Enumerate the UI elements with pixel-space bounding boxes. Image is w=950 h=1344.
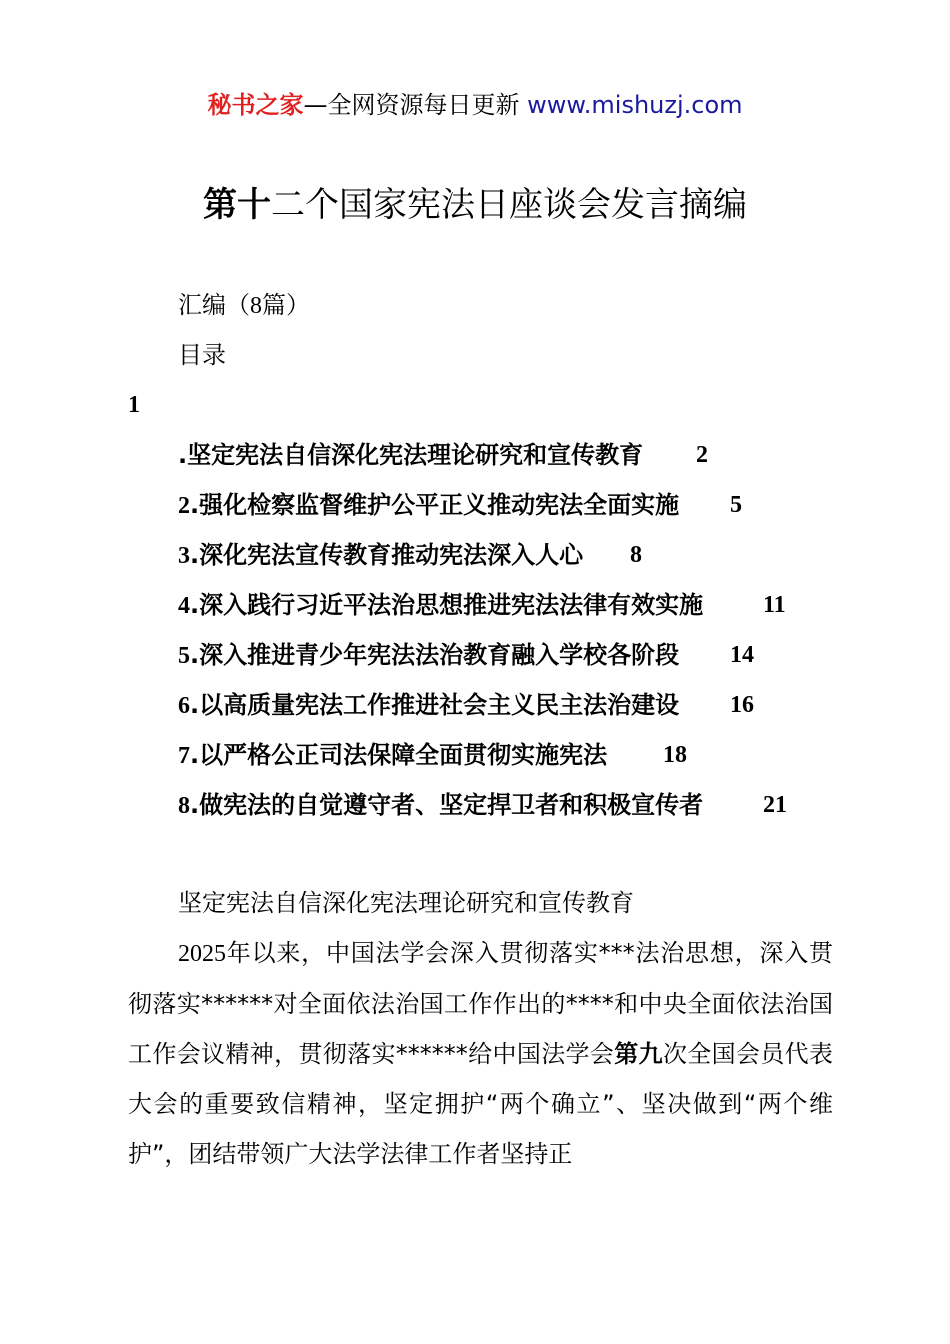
toc-item-label: .强化检察监督维护公平正义推动宪法全面实施 bbox=[190, 491, 680, 519]
toc-item-label: .坚定宪法自信深化宪法理论研究和宣传教育 bbox=[178, 441, 644, 469]
toc-item-label: .做宪法的自觉遵守者、坚定捍卫者和积极宣传者 bbox=[190, 791, 704, 819]
toc-item-label: .以高质量宪法工作推进社会主义民主法治建设 bbox=[190, 691, 680, 719]
toc-item-label: .以严格公正司法保障全面贯彻实施宪法 bbox=[190, 741, 608, 769]
toc-item-page: 5 bbox=[730, 492, 742, 518]
section-body bbox=[128, 928, 833, 1179]
toc-item[interactable]: 3.深化宪法宣传教育推动宪法深入人心 8 bbox=[178, 538, 583, 573]
emphasis-text: 第九 bbox=[614, 1040, 663, 1068]
body-paragraph: 2025年以来，中国法学会深入贯彻落实***法治思想，深入贯彻落实******对全面依法治国工作作出的****和中央全面依法治国工作会议精神，贯彻落实******给中国法学会第九次全国会员代表大会的重要致信精神，坚定拥护“两个确立”、坚决做到“两个维护”，团结带领广大法学法律工作者坚持正 bbox=[128, 939, 834, 1168]
toc-item-label: .深化宪法宣传教育推动宪法深入人心 bbox=[190, 541, 584, 569]
toc-item[interactable]: 2.强化检察监督维护公平正义推动宪法全面实施 5 bbox=[178, 488, 679, 523]
toc-item[interactable]: 5.深入推进青少年宪法法治教育融入学校各阶段 14 bbox=[178, 638, 679, 673]
title-bold-part: 第十 bbox=[203, 185, 271, 225]
article-count: 8 bbox=[250, 293, 262, 319]
toc-item-label: .深入推进青少年宪法法治教育融入学校各阶段 bbox=[190, 641, 680, 669]
toc-item-page: 14 bbox=[730, 642, 754, 668]
toc-item-label: .深入践行习近平法治思想推进宪法法律有效实施 bbox=[190, 591, 704, 619]
toc-heading: 目录 bbox=[178, 341, 226, 369]
section-heading: 坚定宪法自信深化宪法理论研究和宣传教育 bbox=[178, 889, 634, 917]
toc-item[interactable]: 6.以高质量宪法工作推进社会主义民主法治建设 16 bbox=[178, 688, 679, 723]
toc-item[interactable]: 4.深入践行习近平法治思想推进宪法法律有效实施 11 bbox=[178, 588, 703, 623]
toc-item[interactable]: 7.以严格公正司法保障全面贯彻实施宪法 18 bbox=[178, 738, 607, 773]
toc-item-page: 21 bbox=[763, 792, 787, 818]
toc-item-page: 16 bbox=[730, 692, 754, 718]
toc-first-number: 1 bbox=[128, 392, 140, 418]
toc-item-page: 2 bbox=[696, 442, 708, 468]
site-slogan: —全网资源每日更新 bbox=[303, 91, 520, 119]
year-number: 2025 bbox=[178, 941, 226, 967]
title-normal-part: 二个国家宪法日座谈会发言摘编 bbox=[271, 185, 747, 225]
document-title bbox=[0, 182, 950, 228]
toc-item-page: 18 bbox=[663, 742, 687, 768]
site-header bbox=[0, 88, 950, 122]
toc-item[interactable] bbox=[178, 438, 708, 473]
site-url[interactable]: www.mishuzj.com bbox=[527, 91, 743, 119]
brand-name: 秘书之家 bbox=[207, 91, 304, 119]
toc-item-page: 8 bbox=[630, 542, 642, 568]
compilation-subtitle: 汇编（8篇） bbox=[178, 291, 310, 319]
toc-item[interactable]: 8.做宪法的自觉遵守者、坚定捍卫者和积极宣传者 21 bbox=[178, 788, 703, 823]
toc-item-page: 11 bbox=[763, 592, 786, 618]
